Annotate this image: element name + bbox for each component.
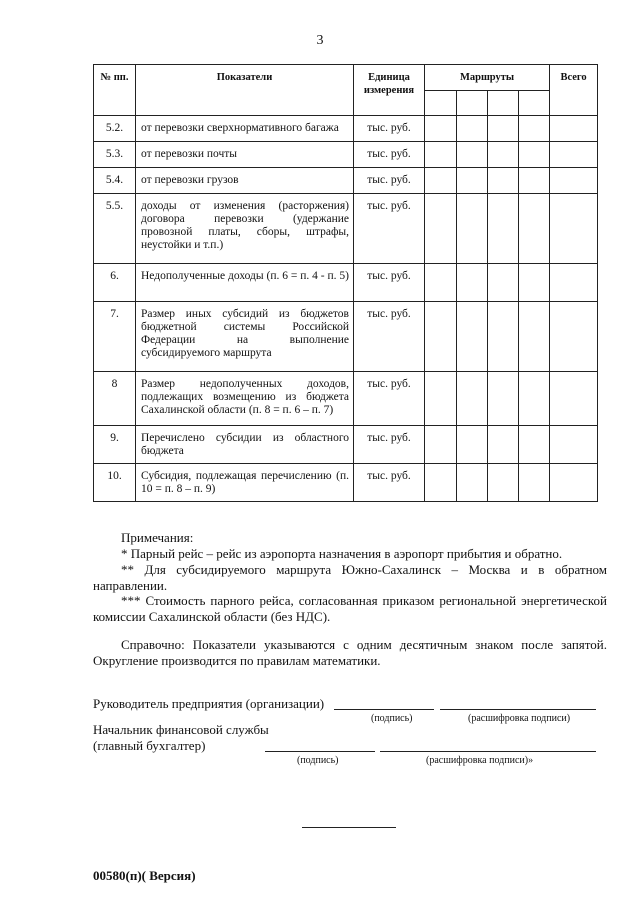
note-2: ** Для субсидируемого маршрута Южно-Сахалинск – Москва и в обратном направлении.: [93, 562, 607, 593]
row-num: 5.3.: [94, 142, 136, 168]
row-label: от перевозки грузов: [136, 168, 354, 194]
route-col-2: [457, 91, 488, 116]
head-decode-line: [440, 709, 596, 710]
row-unit: тыс. руб.: [354, 264, 425, 302]
row-num: 10.: [94, 464, 136, 502]
notes-title: Примечания:: [121, 530, 194, 545]
head-sign-line: [334, 709, 434, 710]
row-unit: тыс. руб.: [354, 116, 425, 142]
header-num: № пп.: [94, 65, 136, 116]
finance-signature-label-1: Начальник финансовой службы: [93, 722, 269, 737]
table-row: [94, 168, 598, 194]
finance-decode-caption: (расшифровка подписи)»: [426, 755, 534, 766]
head-decode-caption: (расшифровка подписи): [468, 713, 571, 724]
row-unit: тыс. руб.: [354, 194, 425, 264]
head-signature-label: Руководитель предприятия (организации): [93, 696, 325, 711]
row-num: 5.5.: [94, 194, 136, 264]
page-number: 3: [316, 33, 324, 48]
row-num: 8: [94, 372, 136, 426]
row-label: Недополученные доходы (п. 6 = п. 4 - п. 5): [136, 264, 354, 302]
row-unit: тыс. руб.: [354, 372, 425, 426]
row-label: от перевозки почты: [136, 142, 354, 168]
row-unit: тыс. руб.: [354, 426, 425, 464]
table-row: [94, 264, 598, 302]
row-label: от перевозки сверхнормативного багажа: [136, 116, 354, 142]
finance-signature-label-2: (главный бухгалтер): [93, 738, 206, 753]
header-indicators: Показатели: [136, 65, 354, 116]
row-unit: тыс. руб.: [354, 464, 425, 502]
row-label: Перечислено субсидии из областного бюджета: [136, 426, 354, 464]
document-code: 00580(п)( Версия): [93, 868, 196, 883]
finance-sign-caption: (подпись): [297, 755, 339, 766]
route-col-1: [425, 91, 457, 116]
indicators-table: [93, 64, 598, 502]
table-row: [94, 372, 598, 426]
row-label: Субсидия, подлежащая перечислению (п. 10 = п. 8 – п. 9): [136, 464, 354, 502]
note-3: *** Стоимость парного рейса, согласованная приказом региональной энергетической комиссии Сахалинской области (без НДС).: [93, 593, 607, 624]
row-num: 6.: [94, 264, 136, 302]
route-col-4: [519, 91, 550, 116]
head-sign-caption: (подпись): [371, 713, 413, 724]
row-unit: тыс. руб.: [354, 168, 425, 194]
header-total: Всего: [550, 65, 598, 116]
finance-decode-line: [380, 751, 596, 752]
reference-note: Справочно: Показатели указываются с одним десятичным знаком после запятой. Округление производится по правилам математики.: [93, 637, 607, 668]
row-unit: тыс. руб.: [354, 142, 425, 168]
row-label: Размер иных субсидий из бюджетов бюджетной системы Российской Федерации на выполнение субсидируемого маршрута: [136, 302, 354, 372]
table-row: [94, 302, 598, 372]
row-num: 5.4.: [94, 168, 136, 194]
table-row: [94, 464, 598, 502]
note-1: * Парный рейс – рейс из аэропорта назначения в аэропорт прибытия и обратно.: [121, 546, 563, 561]
table-row: [94, 142, 598, 168]
table-row: [94, 426, 598, 464]
separator-line: [302, 827, 396, 828]
route-col-3: [488, 91, 519, 116]
row-unit: тыс. руб.: [354, 302, 425, 372]
finance-sign-line: [265, 751, 375, 752]
row-num: 7.: [94, 302, 136, 372]
row-label: доходы от изменения (расторжения) договора перевозки (удержание провозной платы, сборы, штрафы, неустойки и т.п.): [136, 194, 354, 264]
header-routes: Маршруты: [425, 65, 550, 91]
header-unit: Единица измерения: [354, 65, 425, 116]
row-label: Размер недополученных доходов, подлежащих возмещению из бюджета Сахалинской области (п. 8 = п. 6 – п. 7): [136, 372, 354, 426]
row-num: 5.2.: [94, 116, 136, 142]
table-row: [94, 194, 598, 264]
row-num: 9.: [94, 426, 136, 464]
table-row: [94, 116, 598, 142]
